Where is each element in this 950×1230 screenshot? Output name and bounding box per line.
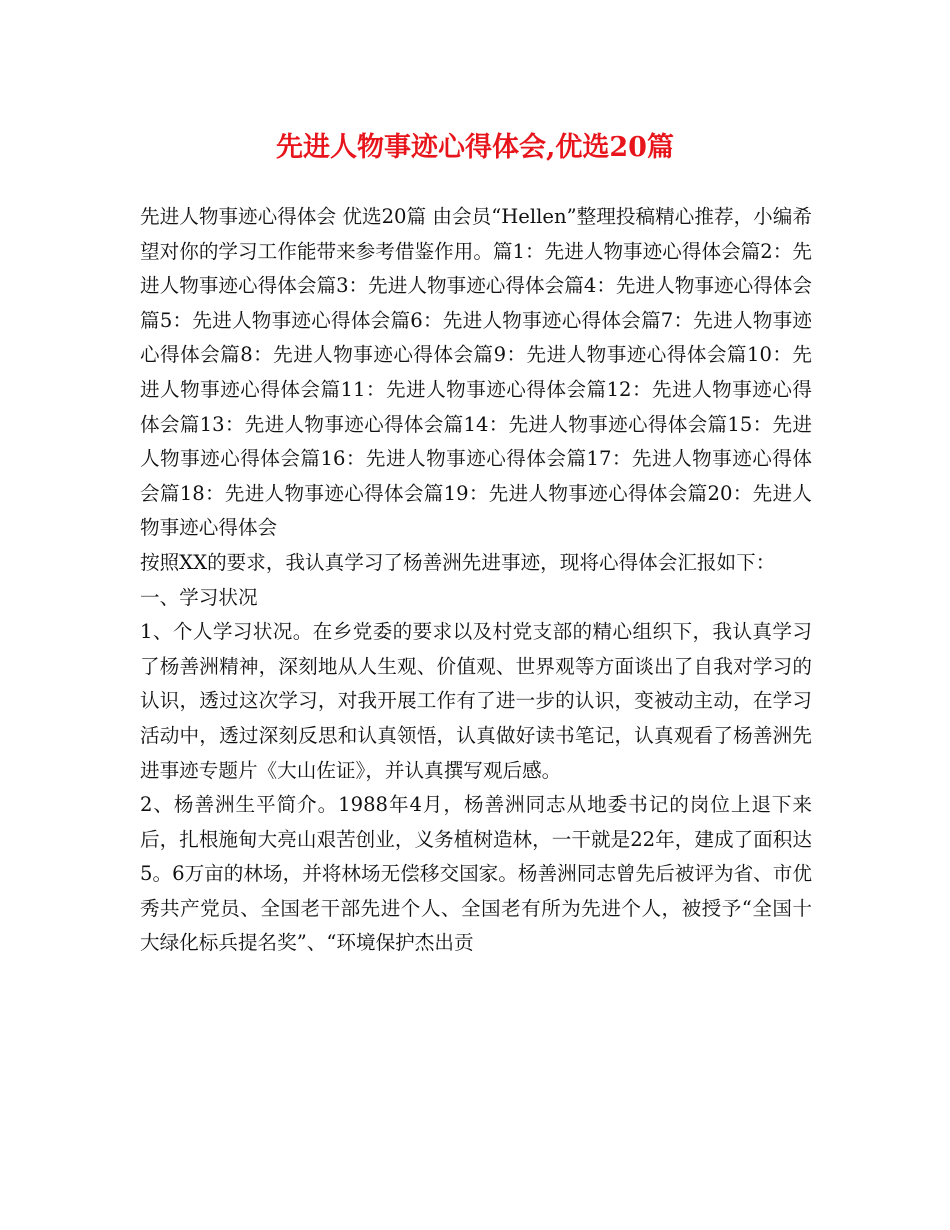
body-paragraph: 1、个人学习状况。在乡党委的要求以及村党支部的精心组织下，我认真学习了杨善洲精神，深刻地从人生观、价值观、世界观等方面谈出了自我对学习的认识，透过这次学习，对我开展工作有了进一步的认识，变被动主动，在学习活动中，透过深刻反思和认真领悟，认真做好读书笔记，认真观看了杨善洲先进事迹专题片《大山佐证》，并认真撰写观后感。 [140, 620, 812, 782]
document-body [140, 200, 812, 961]
section-heading: 一、学习状况 [140, 585, 258, 609]
body-paragraph: 2、杨善洲生平简介。1988年4月，杨善洲同志从地委书记的岗位上退下来后，扎根施甸大亮山艰苦创业，义务植树造林，一干就是22年，建成了面积达5。6万亩的林场，并将林场无偿移交国家。杨善洲同志曾先后被评为省、市优秀共产党员、全国老干部先进个人、全国老有所为先进个人，被授予“全国十大绿化标兵提名奖”、“环境保护杰出贡 [140, 793, 812, 955]
document-title: 先进人物事迹心得体会,优选20篇 [276, 132, 674, 163]
intro-paragraph: 先进人物事迹心得体会 优选20篇 由会员“Hellen”整理投稿精心推荐，小编希望对你的学习工作能带来参考借鉴作用。篇1：先进人物事迹心得体会篇2：先进人物事迹心得体会篇3：先进人物事迹心得体会篇4：先进人物事迹心得体会篇5：先进人物事迹心得体会篇6：先进人物事迹心得体会篇7：先进人物事迹心得体会篇8：先进人物事迹心得体会篇9：先进人物事迹心得体会篇10：先进人物事迹心得体会篇11：先进人物事迹心得体会篇12：先进人物事迹心得体会篇13：先进人物事迹心得体会篇14：先进人物事迹心得体会篇15：先进人物事迹心得体会篇16：先进人物事迹心得体会篇17：先进人物事迹心得体会篇18：先进人物事迹心得体会篇19：先进人物事迹心得体会篇20：先进人物事迹心得体会 [140, 205, 812, 540]
opening-paragraph: 按照XX的要求，我认真学习了杨善洲先进事迹，现将心得体会汇报如下： [140, 550, 776, 574]
